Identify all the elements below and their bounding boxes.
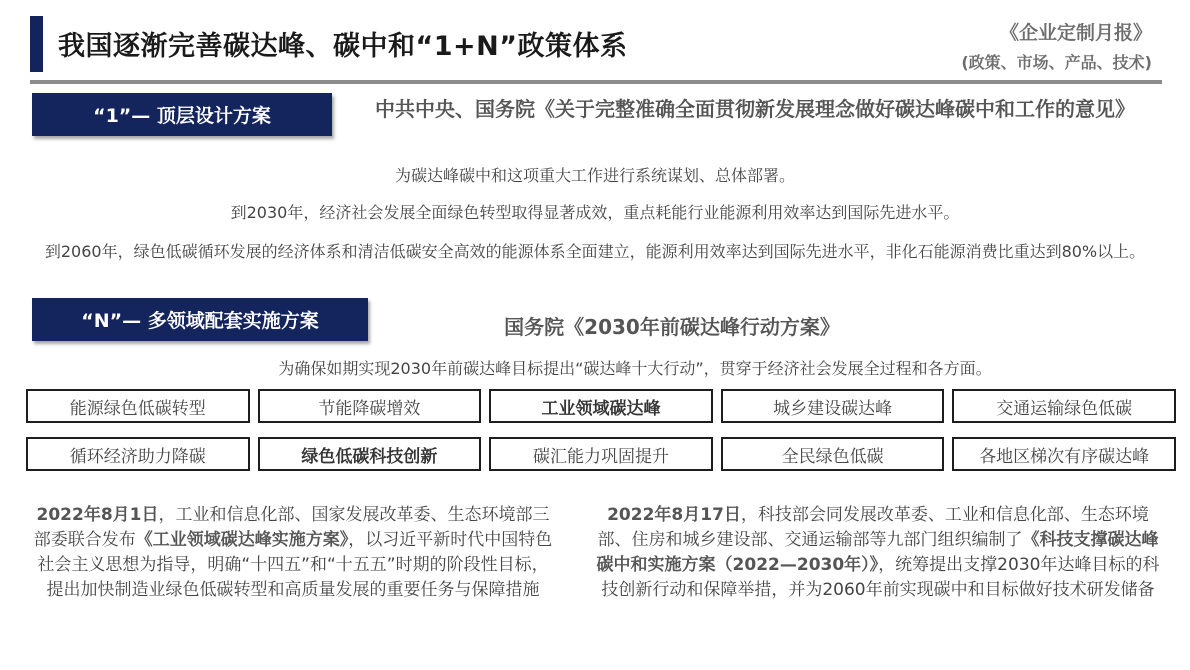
ten-actions-grid xyxy=(26,389,1176,471)
note-document: 《工业领域碳达峰实施方案》 xyxy=(135,530,349,550)
action-box: 工业领域碳达峰 xyxy=(489,389,713,423)
note-text: ，工业和信息化部、国家发展改革委、生态环境部三部委联合发布 xyxy=(33,505,550,550)
tech-support-plan-note xyxy=(594,503,1162,603)
note-text: ，科技部会同发展改革委、工业和信息化部、生态环境部、住房和城乡建设部、交通运输部等九部门组织编制了 xyxy=(597,505,1149,550)
header-divider xyxy=(30,80,1162,84)
note-text: ，以习近平新时代中国特色社会主义思想为指导，明确“十四五”和“十五五”时期的阶段性目标，提出加快制造业绿色低碳转型和高质量发展的重要任务与保障措施 xyxy=(37,530,553,600)
action-plan-title: 国务院《2030年前碳达峰行动方案》 xyxy=(504,315,840,339)
note-date: 2022年8月17日 xyxy=(607,505,741,525)
action-box: 交通运输绿色低碳 xyxy=(952,389,1176,423)
top-level-design-tag: “1”— 顶层设计方案 xyxy=(32,93,332,136)
action-box: 全民绿色低碳 xyxy=(721,437,945,471)
note-date: 2022年8月1日 xyxy=(36,505,159,525)
note-document: 《科技支撑碳达峰碳中和实施方案（2022—2030年）》 xyxy=(596,530,1159,575)
report-subtitle: (政策、市场、产品、技术) xyxy=(961,53,1152,72)
central-policy-title: 中共中央、国务院《关于完整准确全面贯彻新发展理念做好碳达峰碳中和工作的意见》 xyxy=(375,97,1135,121)
action-box: 能源绿色低碳转型 xyxy=(26,389,250,423)
action-box: 城乡建设碳达峰 xyxy=(721,389,945,423)
action-box: 绿色低碳科技创新 xyxy=(258,437,482,471)
note-text: ，统筹提出支撑2030年达峰目标的科技创新行动和保障举措，并为2060年前实现碳中和目标做好技术研发储备 xyxy=(601,555,1160,600)
action-box: 各地区梯次有序碳达峰 xyxy=(952,437,1176,471)
goal-2030-line: 到2030年，经济社会发展全面绿色转型取得显著成效，重点耗能行业能源利用效率达到国际先进水平。 xyxy=(230,203,960,222)
action-box: 节能降碳增效 xyxy=(258,389,482,423)
title-accent-bar xyxy=(30,16,43,72)
action-plan-intro: 为确保如期实现2030年前碳达峰目标提出“碳达峰十大行动”，贯穿于经济社会发展全过程和各方面。 xyxy=(278,359,992,378)
action-box: 碳汇能力巩固提升 xyxy=(489,437,713,471)
page-title: 我国逐渐完善碳达峰、碳中和“1+N”政策体系 xyxy=(58,31,628,62)
goal-2060-line: 到2060年，绿色低碳循环发展的经济体系和清洁低碳安全高效的能源体系全面建立，能源利用效率达到国际先进水平，非化石能源消费比重达到80%以上。 xyxy=(44,242,1146,261)
report-name: 《企业定制月报》 xyxy=(999,22,1152,44)
multi-domain-plan-tag: “N”— 多领域配套实施方案 xyxy=(32,298,368,341)
action-box: 循环经济助力降碳 xyxy=(26,437,250,471)
policy-summary-line: 为碳达峰碳中和这项重大工作进行系统谋划、总体部署。 xyxy=(394,166,795,185)
industry-plan-note xyxy=(30,503,556,603)
